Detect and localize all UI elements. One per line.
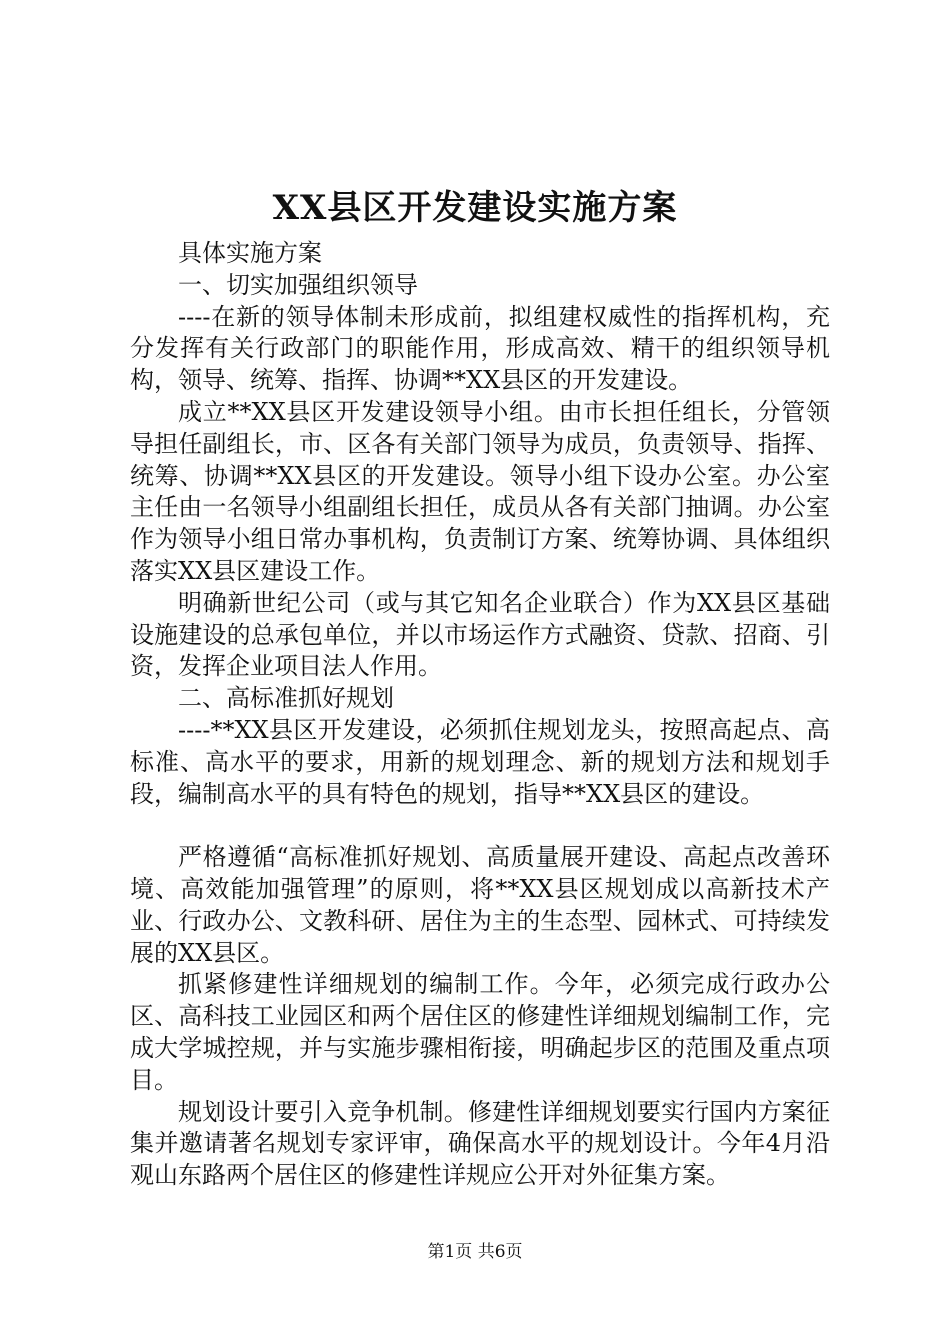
blank-line — [130, 810, 830, 842]
paragraph: 严格遵循“高标准抓好规划、高质量展开建设、高起点改善环境、高效能加强管理”的原则，将**XX县区规划成以高新技术产业、行政办公、文教科研、居住为主的生态型、园林式、可持续发展的XX县区。 — [130, 843, 830, 967]
section-label: 具体实施方案 — [178, 239, 322, 267]
paragraph: ----**XX县区开发建设，必须抓住规划龙头，按照高起点、高标准、高水平的要求，用新的规划理念、新的规划方法和规划手段，编制高水平的具有特色的规划，指导**XX县区的建设。 — [130, 715, 830, 808]
paragraph: 成立**XX县区开发建设领导小组。由市长担任组长，分管领导担任副组长，市、区各有关部门领导为成员，负责领导、指挥、统筹、协调**XX县区的开发建设。领导小组下设办公室。办公室主任由一名领导小组副组长担任，成员从各有关部门抽调。办公室作为领导小组日常办事机构，负责制订方案、统筹协调、具体组织落实XX县区建设工作。 — [130, 397, 830, 585]
paragraph: 抓紧修建性详细规划的编制工作。今年，必须完成行政办公区、高科技工业园区和两个居住区的修建性详细规划编制工作，完成大学城控规，并与实施步骤相衔接，明确起步区的范围及重点项目。 — [130, 970, 830, 1094]
section-heading-2: 二、高标准抓好规划 — [178, 684, 394, 713]
paragraph: 明确新世纪公司（或与其它知名企业联合）作为XX县区基础设施建设的总承包单位，并以市场运作方式融资、贷款、招商、引资，发挥企业项目法人作用。 — [130, 588, 830, 681]
paragraph: ----在新的领导体制未形成前，拟组建权威性的指挥机构，充分发挥有关行政部门的职能作用，形成高效、精干的组织领导机构，领导、统筹、指挥、协调**XX县区的开发建设。 — [130, 302, 830, 395]
section-heading-1: 一、切实加强组织领导 — [178, 270, 418, 299]
document-body — [130, 238, 830, 1192]
document-title: XX县区开发建设实施方案 — [272, 188, 678, 228]
page-footer: 第1页 共6页 — [427, 1242, 523, 1262]
paragraph: 规划设计要引入竞争机制。修建性详细规划要实行国内方案征集并邀请著名规划专家评审，确保高水平的规划设计。今年4月沿观山东路两个居住区的修建性详规应公开对外征集方案。 — [130, 1097, 830, 1190]
